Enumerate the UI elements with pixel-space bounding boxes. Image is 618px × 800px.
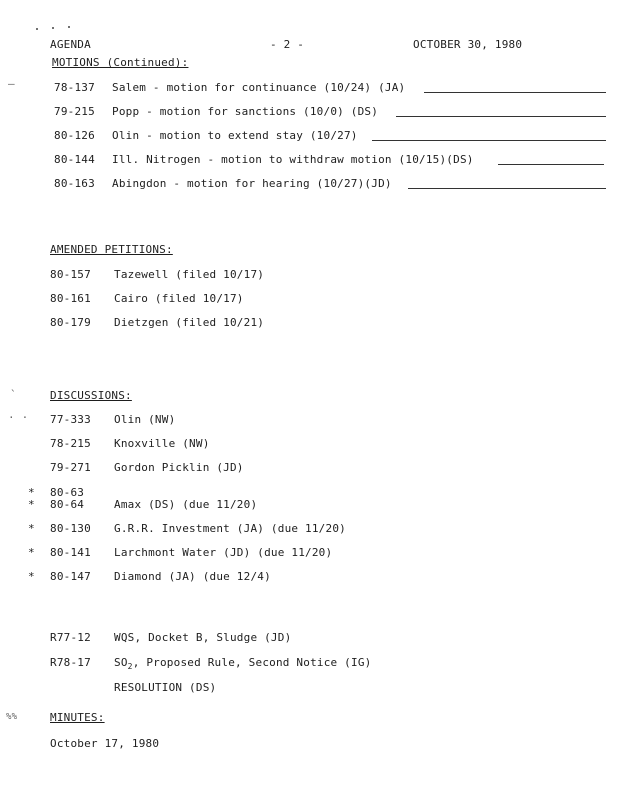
scan-mark: %% <box>6 712 18 722</box>
discussion-number: 79-271 <box>50 461 91 474</box>
discussion-text: G.R.R. Investment (JA) (due 11/20) <box>114 522 346 535</box>
petition-number: 80-161 <box>50 292 91 305</box>
discussion-text: Larchmont Water (JD) (due 11/20) <box>114 546 333 559</box>
signature-line <box>408 188 606 189</box>
header-page-number: - 2 - <box>270 38 305 51</box>
motion-number: 80-144 <box>54 153 95 166</box>
discussion-text: Diamond (JA) (due 12/4) <box>114 570 271 583</box>
regulation-number: R78-17 <box>50 656 91 669</box>
motion-number: 80-163 <box>54 177 95 190</box>
motion-number: 79-215 <box>54 105 95 118</box>
scan-mark: . . <box>8 408 29 421</box>
regulation-text: WQS, Docket B, Sludge (JD) <box>114 631 292 644</box>
motion-text: Salem - motion for continuance (10/24) (JA) <box>112 81 406 94</box>
petition-text: Cairo (filed 10/17) <box>114 292 244 305</box>
signature-line <box>424 92 606 93</box>
discussion-text: Knoxville (NW) <box>114 437 210 450</box>
regulation-text <box>114 656 371 671</box>
minutes-heading: MINUTES: <box>50 711 105 724</box>
priority-asterisk: * <box>28 486 35 499</box>
petition-number: 80-179 <box>50 316 91 329</box>
regulation-number: R77-12 <box>50 631 91 644</box>
minutes-date: October 17, 1980 <box>50 737 160 750</box>
motion-text: Abingdon - motion for hearing (10/27)(JD) <box>112 177 392 190</box>
petition-number: 80-157 <box>50 268 91 281</box>
signature-line <box>498 164 604 165</box>
discussion-number: 80-64 <box>50 498 85 511</box>
motion-text: Ill. Nitrogen - motion to withdraw motion (10/15)(DS) <box>112 153 474 166</box>
discussion-text: Gordon Picklin (JD) <box>114 461 244 474</box>
scan-speck <box>52 27 54 29</box>
scan-mark: ` <box>10 388 17 401</box>
motion-number: 78-137 <box>54 81 95 94</box>
regulation-text-rest: , Proposed Rule, Second Notice (IG) <box>132 656 372 669</box>
discussion-text: Amax (DS) (due 11/20) <box>114 498 258 511</box>
so2-subscript: 2 <box>127 662 133 672</box>
motion-number: 80-126 <box>54 129 95 142</box>
scan-speck <box>36 28 38 30</box>
priority-asterisk: * <box>28 546 35 559</box>
header-date: OCTOBER 30, 1980 <box>413 38 523 51</box>
header-agenda: AGENDA <box>50 38 91 51</box>
discussion-number: 80-130 <box>50 522 91 535</box>
discussion-number: 80-147 <box>50 570 91 583</box>
discussion-number: 77-333 <box>50 413 91 426</box>
discussion-text: Olin (NW) <box>114 413 176 426</box>
amended-petitions-heading: AMENDED PETITIONS: <box>50 243 173 256</box>
signature-line <box>372 140 606 141</box>
discussions-heading: DISCUSSIONS: <box>50 389 132 402</box>
priority-asterisk: * <box>28 522 35 535</box>
priority-asterisk: * <box>28 498 35 511</box>
motions-heading: MOTIONS (Continued): <box>52 56 189 69</box>
motion-text: Popp - motion for sanctions (10/0) (DS) <box>112 105 379 118</box>
motion-text: Olin - motion to extend stay (10/27) <box>112 129 358 142</box>
signature-line <box>396 116 606 117</box>
petition-text: Tazewell (filed 10/17) <box>114 268 265 281</box>
discussion-number: 80-141 <box>50 546 91 559</box>
priority-asterisk: * <box>28 570 35 583</box>
discussion-number: 78-215 <box>50 437 91 450</box>
petition-text: Dietzgen (filed 10/21) <box>114 316 265 329</box>
scan-mark: — <box>8 77 15 90</box>
discussion-number: 80-63 <box>50 486 85 499</box>
resolution-text: RESOLUTION (DS) <box>114 681 217 694</box>
so2-text: SO <box>114 656 128 669</box>
scan-speck <box>68 26 70 28</box>
